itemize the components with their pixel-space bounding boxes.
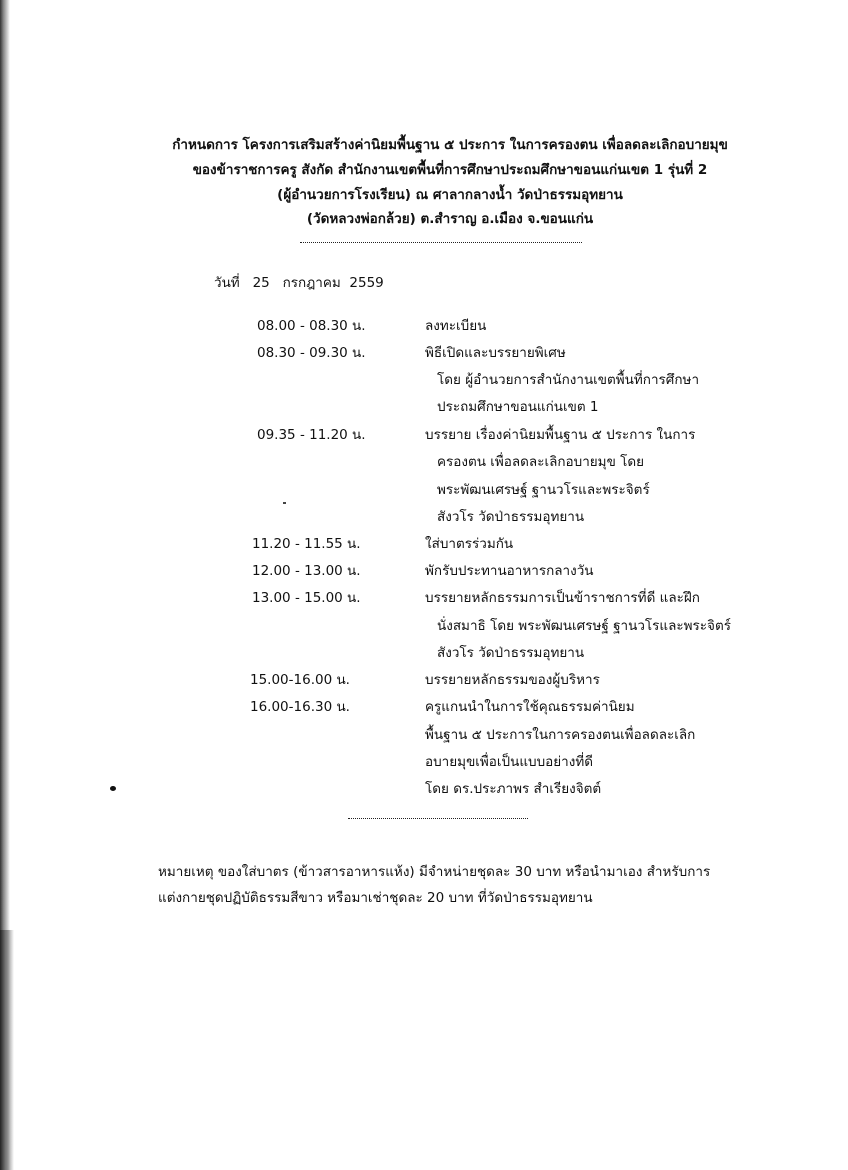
schedule-time: 08.00 - 08.30 น.	[257, 318, 366, 334]
schedule-activity-detail: อบายมุขเพื่อเป็นแบบอย่างที่ดี	[425, 754, 594, 770]
schedule-time: 16.00-16.30 น.	[250, 699, 350, 715]
schedule-activity-detail: สังวโร วัดป่าธรรมอุทยาน	[437, 645, 585, 661]
schedule-activity-detail: พื้นฐาน ๕ ประการในการครองตนเพื่อลดละเลิก	[425, 727, 696, 743]
title-line-2: ของข้าราชการครู สังกัด สำนักงานเขตพื้นที่การศึกษาประถมศึกษาขอนแก่นเขต 1 รุ่นที่ 2	[192, 162, 708, 178]
schedule-activity-detail: โดย ดร.ประภาพร สำเรียงจิตต์	[425, 781, 602, 797]
event-date: วันที่ 25 กรกฎาคม 2559	[214, 275, 384, 291]
title-line-3: (ผู้อำนวยการโรงเรียน) ณ ศาลากลางน้ำ วัดป่าธรรมอุทยาน	[277, 187, 623, 203]
schedule-time: 08.30 - 09.30 น.	[257, 345, 366, 361]
schedule-activity: พักรับประทานอาหารกลางวัน	[425, 563, 594, 579]
schedule-activity-detail: ประถมศึกษาขอนแก่นเขต 1	[437, 399, 599, 415]
title-line-4: (วัดหลวงพ่อกล้วย) ต.สำราญ อ.เมือง จ.ขอนแก่น	[306, 211, 594, 227]
schedule-time: 15.00-16.00 น.	[250, 672, 350, 688]
schedule-activity-detail: นั่งสมาธิ โดย พระพัฒนเศรษฐ์ ฐานวโรและพระจิตร์	[437, 618, 731, 634]
schedule-time: 12.00 - 13.00 น.	[252, 563, 361, 579]
schedule-activity: บรรยายหลักธรรมของผู้บริหาร	[425, 672, 600, 688]
schedule-activity-detail: ครองตน เพื่อลดละเลิกอบายมุข โดย	[437, 454, 645, 470]
scan-speck	[110, 786, 116, 791]
dotted-divider-top	[300, 242, 582, 243]
schedule-activity: ลงทะเบียน	[425, 318, 487, 334]
schedule-activity-detail: โดย ผู้อำนวยการสำนักงานเขตพื้นที่การศึกษา	[437, 372, 700, 388]
schedule-activity-detail: พระพัฒนเศรษฐ์ ฐานวโรและพระจิตร์	[437, 482, 650, 498]
note-line-1: หมายเหตุ ของใส่บาตร (ข้าวสารอาหารแห้ง) มีจำหน่ายชุดละ 30 บาท หรือนำมาเอง สำหรับการ	[158, 864, 711, 880]
schedule-time: 09.35 - 11.20 น.	[257, 427, 366, 443]
schedule-activity: บรรยาย เรื่องค่านิยมพื้นฐาน ๕ ประการ ในการ	[425, 427, 696, 443]
schedule-time: 11.20 - 11.55 น.	[252, 536, 361, 552]
schedule-time: 13.00 - 15.00 น.	[252, 590, 361, 606]
schedule-activity: ใส่บาตรร่วมกัน	[425, 536, 514, 552]
schedule-activity: พิธีเปิดและบรรยายพิเศษ	[425, 345, 566, 361]
scan-shadow-edge-lower	[0, 930, 14, 1170]
scan-speck	[283, 502, 286, 504]
schedule-activity: บรรยายหลักธรรมการเป็นข้าราชการที่ดี และฝึก	[425, 590, 700, 606]
schedule-activity-detail: สังวโร วัดป่าธรรมอุทยาน	[437, 509, 585, 525]
note-line-2: แต่งกายชุดปฏิบัติธรรมสีขาว หรือมาเช่าชุดละ 20 บาท ที่วัดป่าธรรมอุทยาน	[158, 890, 593, 906]
schedule-activity: ครูแกนนำในการใช้คุณธรรมค่านิยม	[425, 699, 635, 715]
title-line-1: กำหนดการ โครงการเสริมสร้างค่านิยมพื้นฐาน ๕ ประการ ในการครองตน เพื่อลดละเลิกอบายมุข	[172, 137, 728, 153]
dotted-divider-bottom	[348, 818, 528, 819]
